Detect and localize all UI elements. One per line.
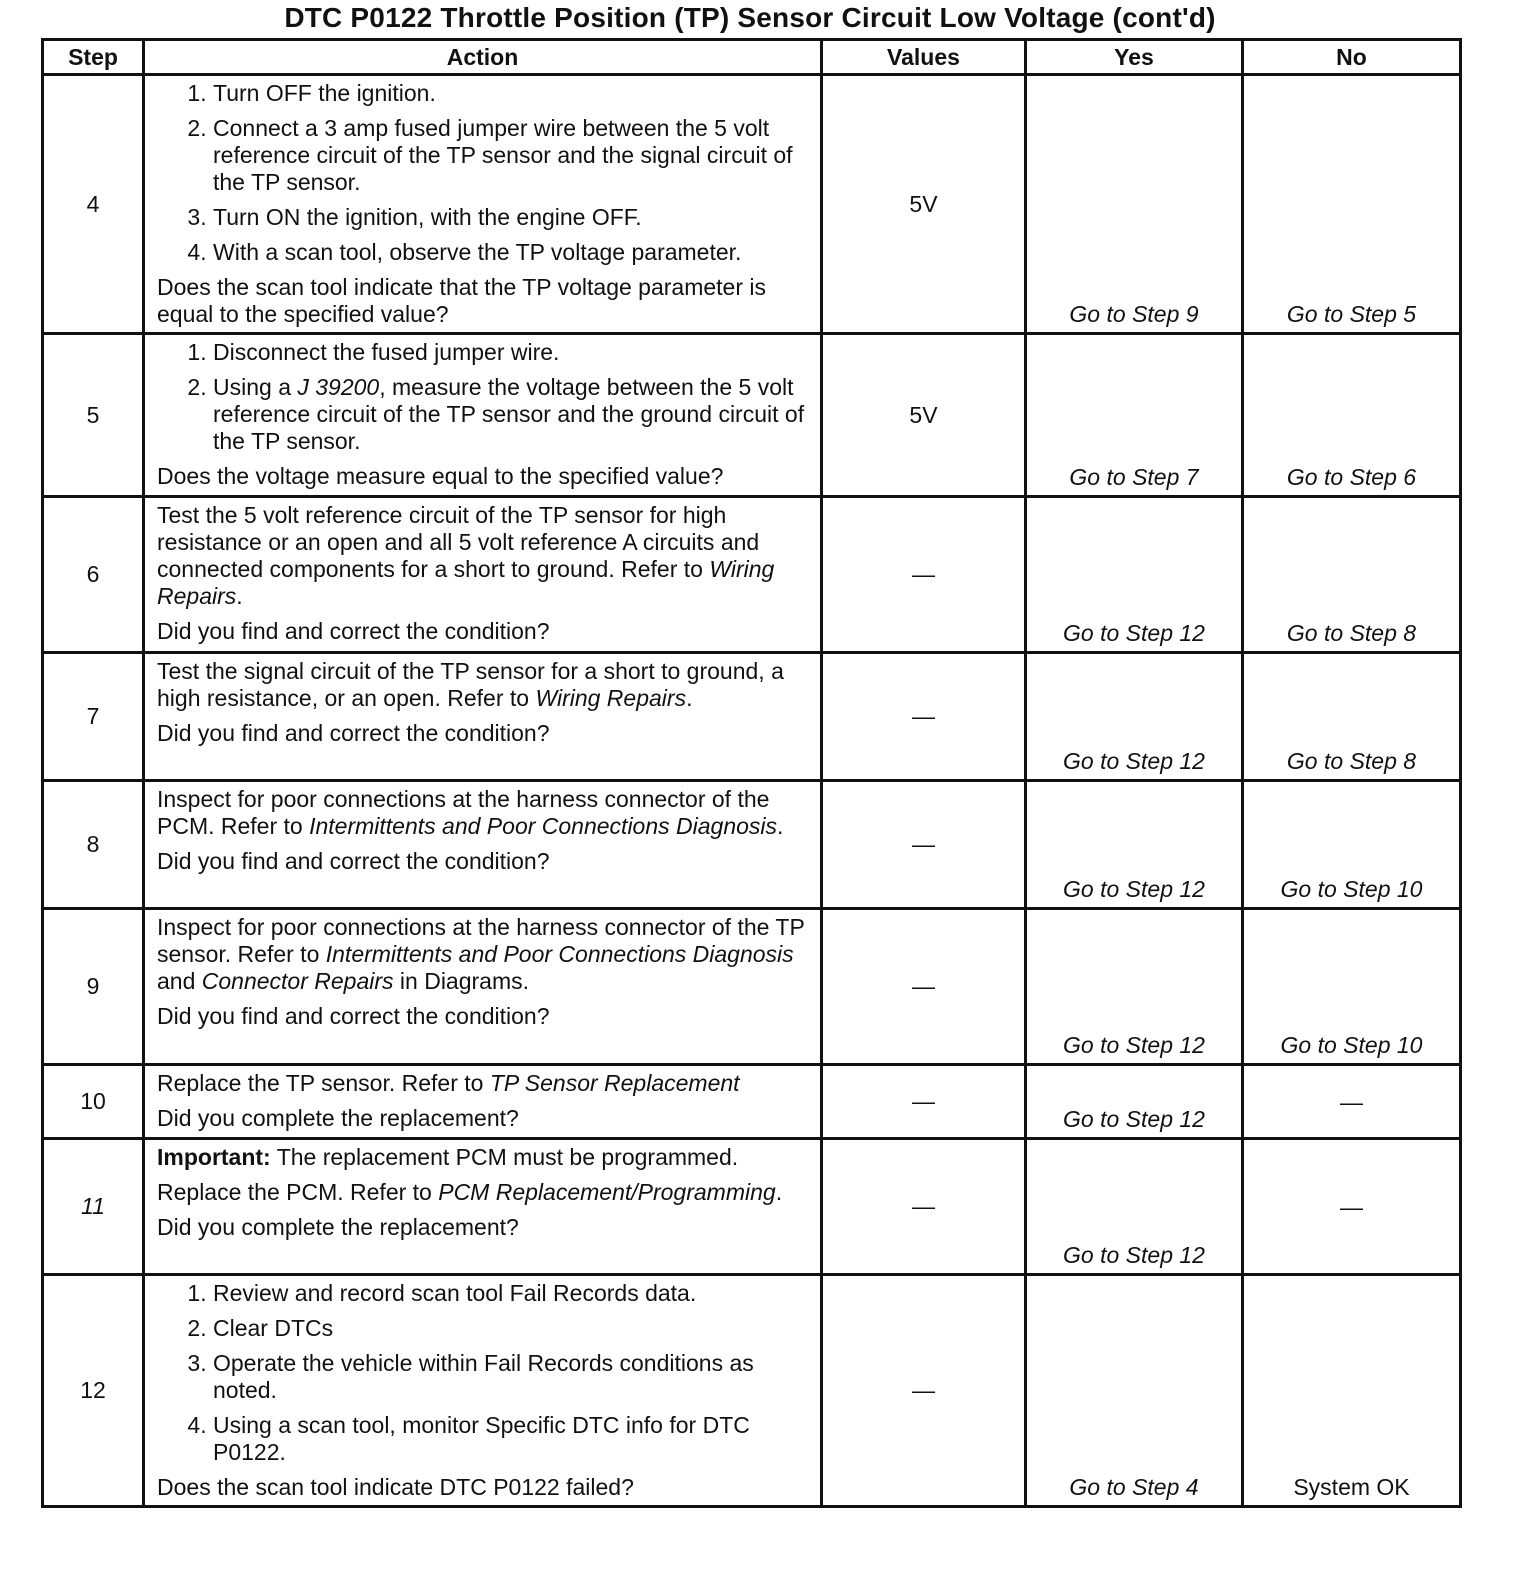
action-cell [144, 334, 822, 497]
no-result: Go to Step 10 [1243, 781, 1461, 909]
value-cell: — [822, 1275, 1026, 1507]
question-text: Does the scan tool indicate DTC P0122 failed? [157, 1474, 634, 1500]
step-number: 12 [43, 1275, 144, 1507]
action-cell [144, 781, 822, 909]
value-cell: — [822, 1139, 1026, 1275]
value-cell: — [822, 1065, 1026, 1139]
reference-link: Connector Repairs [201, 968, 394, 994]
yes-result: Go to Step 12 [1026, 1065, 1243, 1139]
question-text: Did you complete the replacement? [157, 1105, 519, 1131]
important-note [157, 1144, 810, 1171]
yes-result: Go to Step 12 [1026, 909, 1243, 1065]
instruction-tail: in Diagrams. [393, 968, 530, 994]
step-number: 6 [43, 497, 144, 653]
instruction-tail: . [777, 813, 784, 839]
list-item: 1. Review and record scan tool Fail Records data. [213, 1280, 810, 1307]
reference-link: Wiring Repairs [535, 685, 687, 711]
instruction-text: Test the 5 volt reference circuit of the TP sensor for high resistance or an open and all 5 volt reference A circuits and connected components for a short to ground. Refer to [157, 502, 760, 582]
yes-result: Go to Step 4 [1026, 1275, 1243, 1507]
item-text: Using a [213, 374, 298, 400]
instruction-text: Replace the TP sensor. Refer to [157, 1070, 490, 1096]
diagnostic-table [41, 38, 1462, 1508]
list-item: 3. Operate the vehicle within Fail Records conditions as noted. [213, 1350, 810, 1404]
table-row [43, 909, 1461, 1065]
question-text: Did you find and correct the condition? [157, 720, 550, 746]
instruction-text: Inspect for poor connections at the harness connector of the TP sensor. Refer to [157, 914, 805, 967]
no-result: — [1243, 1139, 1461, 1275]
list-item: 2. Connect a 3 amp fused jumper wire between the 5 volt reference circuit of the TP sensor and the signal circuit of the TP sensor. [213, 115, 810, 196]
step-number: 4 [43, 75, 144, 334]
table-row [43, 75, 1461, 334]
action-text [157, 1070, 810, 1097]
action-text [157, 658, 810, 712]
value-cell: 5V [822, 334, 1026, 497]
action-list [157, 1280, 810, 1466]
value-cell: — [822, 909, 1026, 1065]
action-cell [144, 497, 822, 653]
value-cell: — [822, 653, 1026, 781]
item-text: , measure the voltage between the 5 volt reference circuit of the TP sensor and the ground circuit of the TP sensor. [213, 374, 805, 454]
step-number: 7 [43, 653, 144, 781]
instruction-tail: . [236, 583, 243, 609]
table-row [43, 334, 1461, 497]
important-label: Important: [157, 1144, 271, 1170]
instruction-tail: . [775, 1179, 783, 1205]
action-list [157, 339, 810, 455]
header-step: Step [43, 40, 144, 75]
value-cell: — [822, 497, 1026, 653]
action-cell [144, 1065, 822, 1139]
list-item: 1. Disconnect the fused jumper wire. [213, 339, 810, 366]
reference-link: TP Sensor Replacement [489, 1070, 740, 1096]
action-cell [144, 1139, 822, 1275]
no-result: Go to Step 10 [1243, 909, 1461, 1065]
question-text: Did you find and correct the condition? [157, 1003, 550, 1029]
list-item: 1. Turn OFF the ignition. [213, 80, 810, 107]
header-values: Values [822, 40, 1026, 75]
question-text: Did you complete the replacement? [157, 1214, 519, 1240]
reference-link: Wiring Repairs [157, 556, 775, 609]
header-action: Action [144, 40, 822, 75]
yes-result: Go to Step 12 [1026, 1139, 1243, 1275]
header-no: No [1243, 40, 1461, 75]
table-row [43, 497, 1461, 653]
table-row [43, 653, 1461, 781]
table-row [43, 1139, 1461, 1275]
header-row [43, 40, 1461, 75]
yes-result: Go to Step 12 [1026, 781, 1243, 909]
instruction-text: Inspect for poor connections at the harness connector of the PCM. Refer to [157, 786, 770, 839]
table-row [43, 1275, 1461, 1507]
action-cell [144, 1275, 822, 1507]
step-number: 11 [43, 1139, 144, 1275]
no-result: Go to Step 8 [1243, 497, 1461, 653]
page-title: DTC P0122 Throttle Position (TP) Sensor Circuit Low Voltage (cont'd) [284, 2, 1216, 33]
table-row [43, 781, 1461, 909]
action-cell [144, 653, 822, 781]
list-item: 4. With a scan tool, observe the TP voltage parameter. [213, 239, 810, 266]
question-text: Did you find and correct the condition? [157, 848, 550, 874]
action-text [157, 786, 810, 840]
action-text [157, 1179, 810, 1206]
reference-link: PCM Replacement/Programming [438, 1179, 776, 1205]
value-cell: 5V [822, 75, 1026, 334]
no-result: Go to Step 8 [1243, 653, 1461, 781]
action-list [157, 80, 810, 266]
no-result: — [1243, 1065, 1461, 1139]
action-cell [144, 75, 822, 334]
list-item: 4. Using a scan tool, monitor Specific DTC info for DTC P0122. [213, 1412, 810, 1466]
table-row [43, 1065, 1461, 1139]
step-number: 9 [43, 909, 144, 1065]
no-result: Go to Step 6 [1243, 334, 1461, 497]
yes-result: Go to Step 12 [1026, 653, 1243, 781]
instruction-text: Test the signal circuit of the TP sensor for a short to ground, a high resistance, or an open. Refer to [157, 658, 784, 711]
yes-result: Go to Step 12 [1026, 497, 1243, 653]
action-text [157, 914, 810, 995]
step-number: 10 [43, 1065, 144, 1139]
no-result: Go to Step 5 [1243, 75, 1461, 334]
value-cell: — [822, 781, 1026, 909]
list-item: 3. Turn ON the ignition, with the engine OFF. [213, 204, 810, 231]
instruction-tail: . [686, 685, 693, 711]
action-cell [144, 909, 822, 1065]
step-number: 8 [43, 781, 144, 909]
important-text: The replacement PCM must be programmed. [270, 1144, 739, 1170]
tool-reference: J 39200 [297, 374, 380, 400]
step-number: 5 [43, 334, 144, 497]
header-yes: Yes [1026, 40, 1243, 75]
no-result: System OK [1243, 1275, 1461, 1507]
reference-link: Intermittents and Poor Connections Diagnosis [325, 941, 794, 967]
question-text: Does the voltage measure equal to the specified value? [157, 463, 724, 489]
yes-result: Go to Step 9 [1026, 75, 1243, 334]
question-text: Does the scan tool indicate that the TP voltage parameter is equal to the specified value? [157, 274, 767, 327]
list-item: 2. Clear DTCs [213, 1315, 810, 1342]
question-text: Did you find and correct the condition? [157, 618, 550, 644]
instruction-mid: and [157, 968, 202, 994]
reference-link: Intermittents and Poor Connections Diagnosis [309, 813, 778, 839]
action-text [157, 502, 810, 610]
yes-result: Go to Step 7 [1026, 334, 1243, 497]
list-item [213, 374, 810, 455]
instruction-text: Replace the PCM. Refer to [157, 1179, 439, 1205]
